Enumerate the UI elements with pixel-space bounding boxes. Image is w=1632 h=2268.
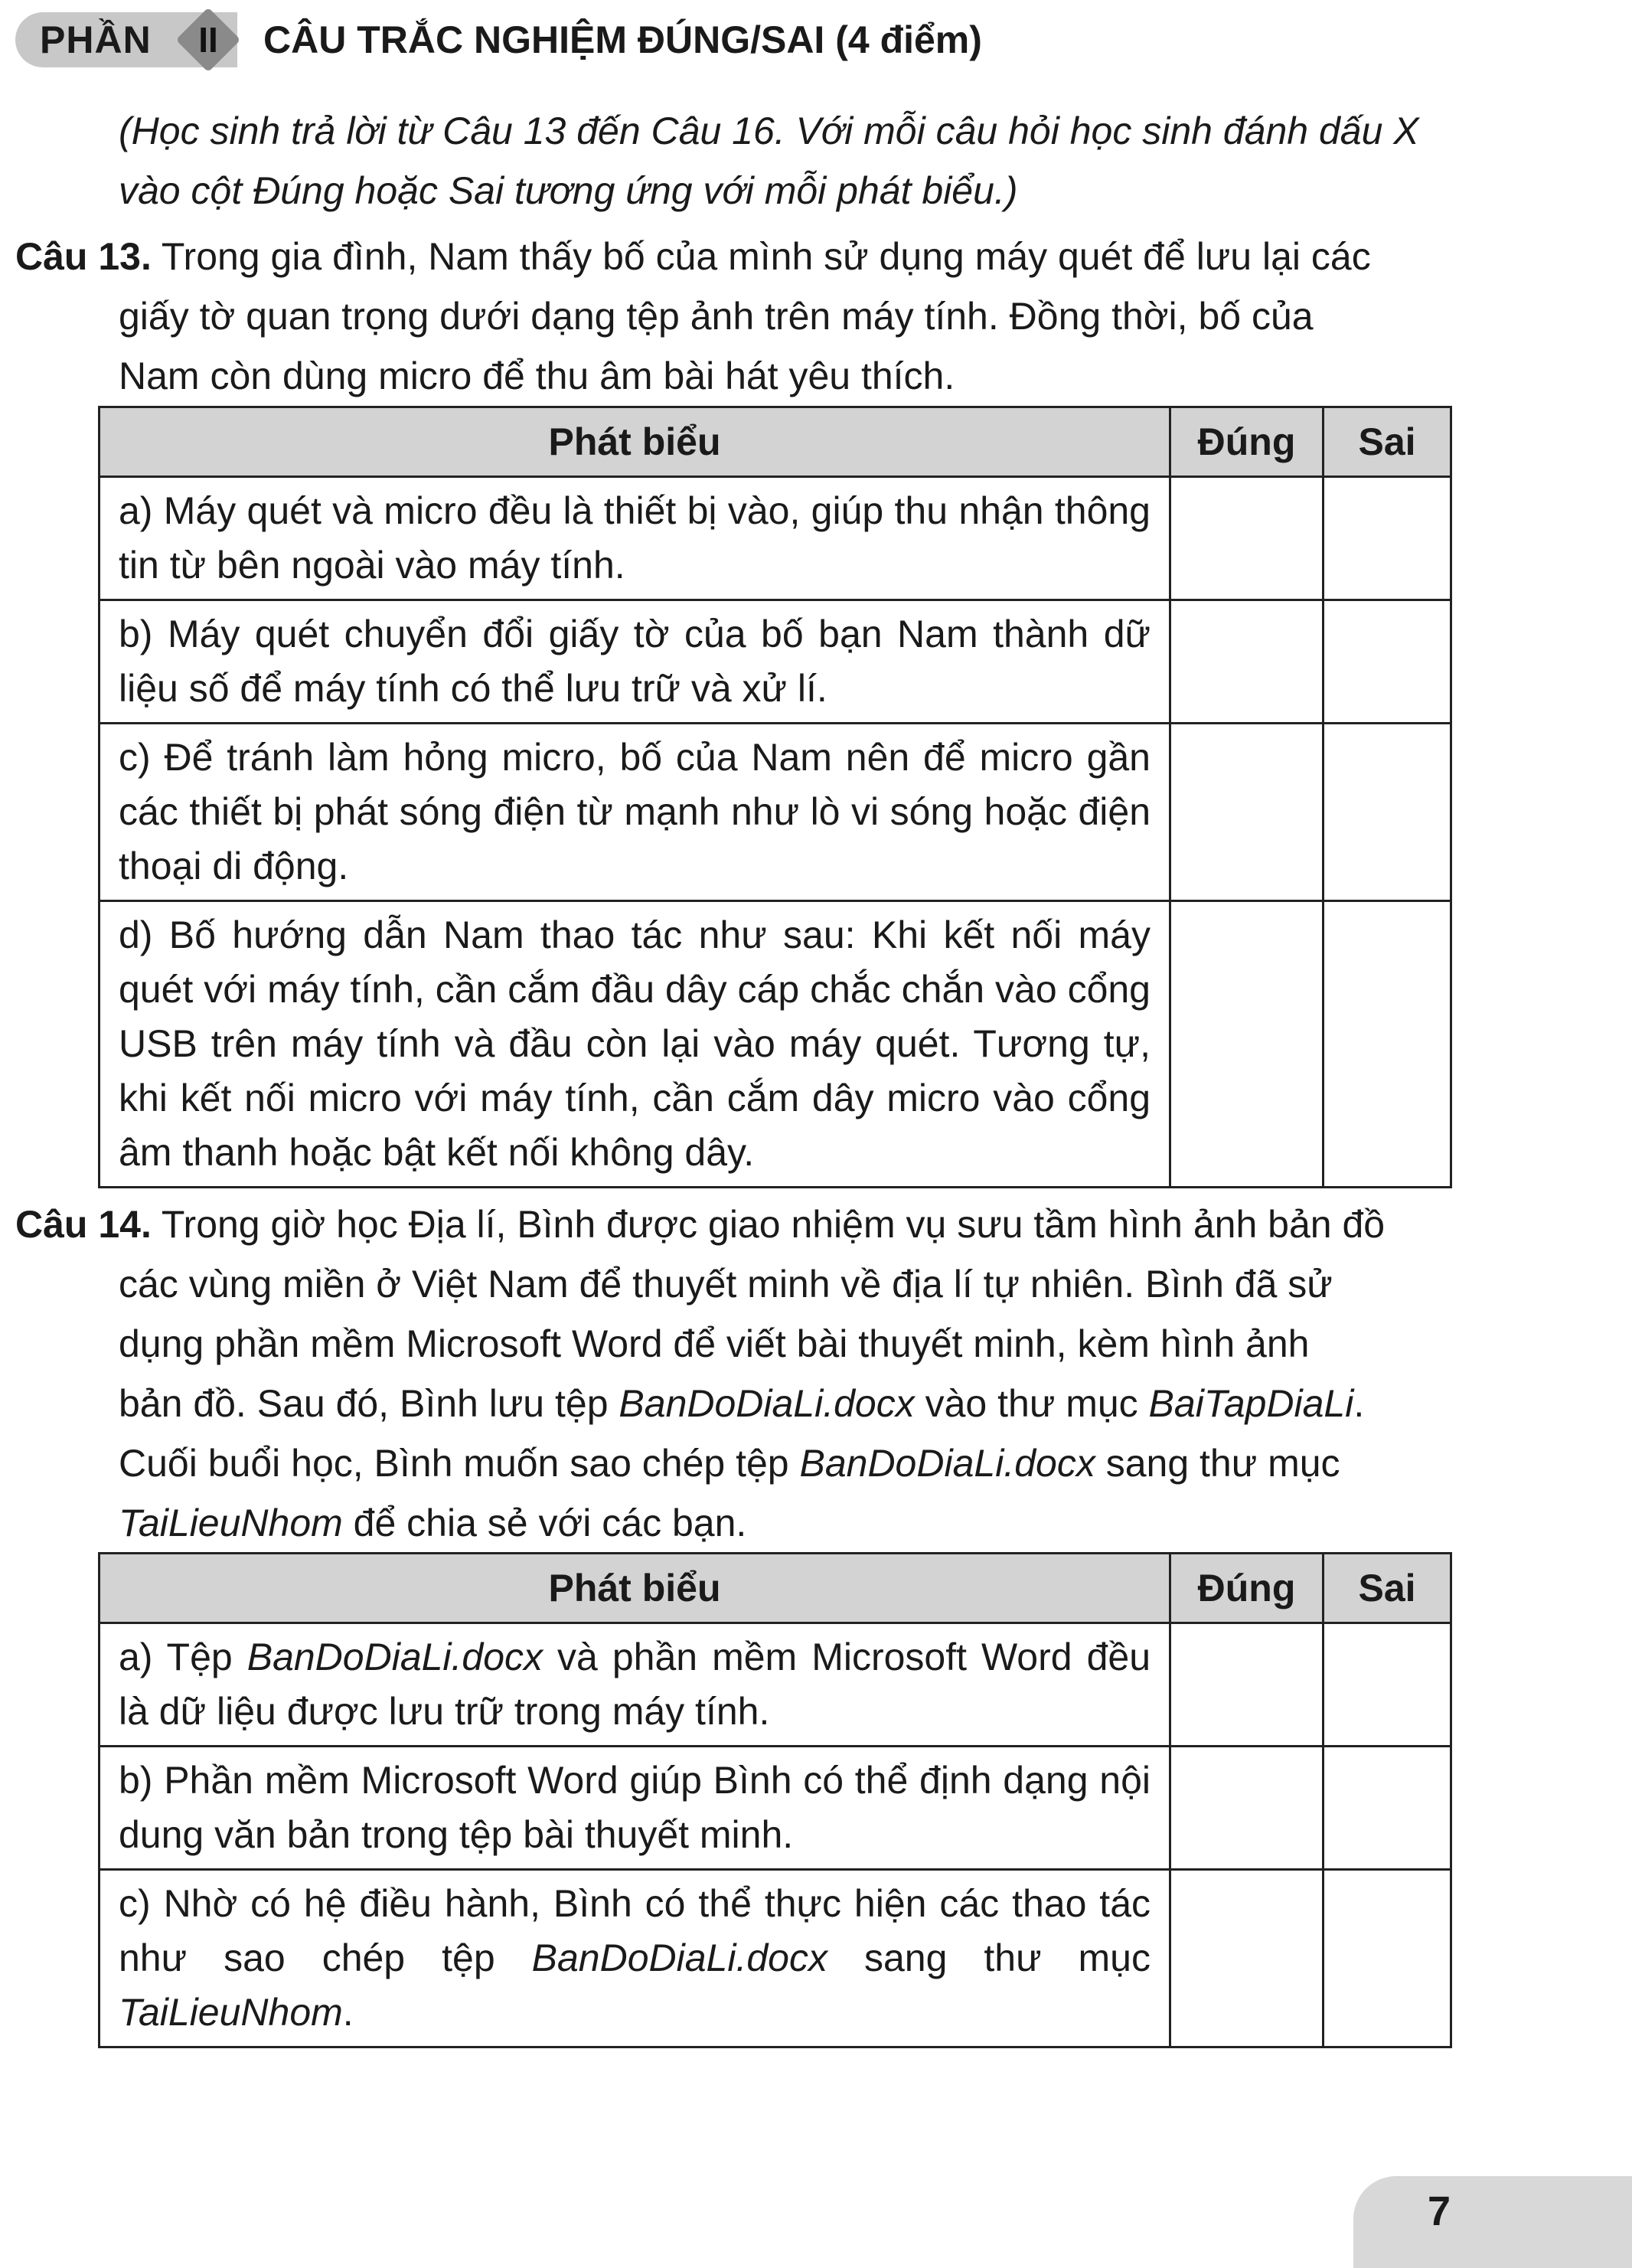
true-answer-box[interactable] [1170,724,1324,901]
table-row [100,1623,1451,1747]
header-true: Đúng [1170,1554,1324,1623]
statement-cell: a) Máy quét và micro đều là thiết bị vào, giúp thu nhận thông tin từ bên ngoài vào máy tính. [100,477,1170,600]
section-word: PHẦN [40,18,152,61]
table-row [100,477,1451,600]
table-row [100,724,1451,901]
question-text: Trong giờ học Địa lí, Bình được giao nhiệm vụ sưu tầm hình ảnh bản đồ [161,1203,1386,1246]
table-header-row [100,1554,1451,1623]
header-statement: Phát biểu [100,1554,1170,1623]
page-number-tab [1353,2176,1632,2268]
question-13-stem [15,227,1451,406]
false-answer-box[interactable] [1324,600,1451,724]
statement-cell: b) Máy quét chuyển đổi giấy tờ của bố bạn Nam thành dữ liệu số để máy tính có thể lưu trữ và xử lí. [100,600,1170,724]
instruction-text [119,101,1451,221]
false-answer-box[interactable] [1324,1870,1451,2047]
section-number: II [198,20,218,60]
statement-cell: d) Bố hướng dẫn Nam thao tác như sau: Khi kết nối máy quét với máy tính, cần cắm đầu dây cáp chắc chắn vào cổng USB trên máy tính và đầu còn lại vào máy quét. Tương tự, khi kết nối micro với máy tính, cần cắm dây micro vào cổng âm thanh hoặc bật kết nối không dây. [100,901,1170,1188]
true-answer-box[interactable] [1170,477,1324,600]
text-run: c) Nhờ có hệ điều hành, Bình có thể thực hiện các thao tác như sao chép tệp [119,1882,1151,1979]
question-text: các vùng miền ở Việt Nam để thuyết minh về địa lí tự nhiên. Bình đã sử [119,1263,1333,1306]
statement-cell [100,1623,1170,1747]
question-text [15,1374,1451,1433]
true-answer-box[interactable] [1170,1623,1324,1747]
question-text: Nam còn dùng micro để thu âm bài hát yêu thích. [119,355,955,397]
text-run: sang thư mục [1095,1442,1340,1485]
header-statement: Phát biểu [100,407,1170,477]
question-13-table [98,406,1452,1188]
statement-cell [100,1870,1170,2047]
text-run: a) Tệp [119,1636,247,1678]
text-run: sang thư mục [827,1936,1151,1979]
false-answer-box[interactable] [1324,477,1451,600]
true-answer-box[interactable] [1170,901,1324,1188]
instruction-line: vào cột Đúng hoặc Sai tương ứng với mỗi phát biểu.) [119,169,1018,212]
file-name: BanDoDiaLi.docx [799,1442,1095,1485]
false-answer-box[interactable] [1324,1623,1451,1747]
text-run: Cuối buổi học, Bình muốn sao chép tệp [119,1442,800,1485]
question-label: Câu 13. [15,235,152,278]
header-true: Đúng [1170,407,1324,477]
question-text: Trong gia đình, Nam thấy bố của mình sử dụng máy quét để lưu lại các [161,235,1371,278]
folder-name: TaiLieuNhom [119,1502,343,1544]
question-text: giấy tờ quan trọng dưới dạng tệp ảnh trên máy tính. Đồng thời, bố của [119,295,1314,338]
table-row [100,600,1451,724]
question-label: Câu 14. [15,1203,152,1246]
question-text: dụng phần mềm Microsoft Word để viết bài thuyết minh, kèm hình ảnh [119,1322,1310,1365]
text-run: . [342,1991,354,2034]
file-name: BanDoDiaLi.docx [531,1936,827,1979]
section-badge [15,12,237,67]
file-name: BanDoDiaLi.docx [246,1636,543,1678]
table-header-row [100,407,1451,477]
section-header [15,12,982,67]
table-row [100,1747,1451,1870]
false-answer-box[interactable] [1324,901,1451,1188]
text-run: và phần mềm Microsoft Word đều là dữ liệu được lưu trữ trong máy tính. [119,1636,1151,1733]
false-answer-box[interactable] [1324,1747,1451,1870]
folder-name: BaiTapDiaLi [1148,1382,1354,1425]
text-run: để chia sẻ với các bạn. [342,1502,747,1544]
text-run: vào thư mục [914,1382,1149,1425]
question-14-stem [15,1194,1451,1553]
table-row [100,901,1451,1188]
statement-cell: b) Phần mềm Microsoft Word giúp Bình có thể định dạng nội dung văn bản trong tệp bài thuyết minh. [100,1747,1170,1870]
folder-name: TaiLieuNhom [119,1991,343,2034]
question-text [15,1433,1451,1493]
header-false: Sai [1324,1554,1451,1623]
page-number: 7 [1427,2188,1451,2234]
false-answer-box[interactable] [1324,724,1451,901]
instruction-line: (Học sinh trả lời từ Câu 13 đến Câu 16. Với mỗi câu hỏi học sinh đánh dấu X [119,109,1419,152]
text-run: bản đồ. Sau đó, Bình lưu tệp [119,1382,619,1425]
true-answer-box[interactable] [1170,1747,1324,1870]
true-answer-box[interactable] [1170,600,1324,724]
header-false: Sai [1324,407,1451,477]
question-text [15,1493,1451,1553]
file-name: BanDoDiaLi.docx [619,1382,915,1425]
statement-cell: c) Để tránh làm hỏng micro, bố của Nam nên để micro gần các thiết bị phát sóng điện từ mạnh như lò vi sóng hoặc điện thoại di động. [100,724,1170,901]
question-14-table [98,1552,1452,2048]
table-row [100,1870,1451,2047]
text-run: . [1353,1382,1365,1425]
section-title: CÂU TRẮC NGHIỆM ĐÚNG/SAI (4 điểm) [263,18,982,61]
true-answer-box[interactable] [1170,1870,1324,2047]
